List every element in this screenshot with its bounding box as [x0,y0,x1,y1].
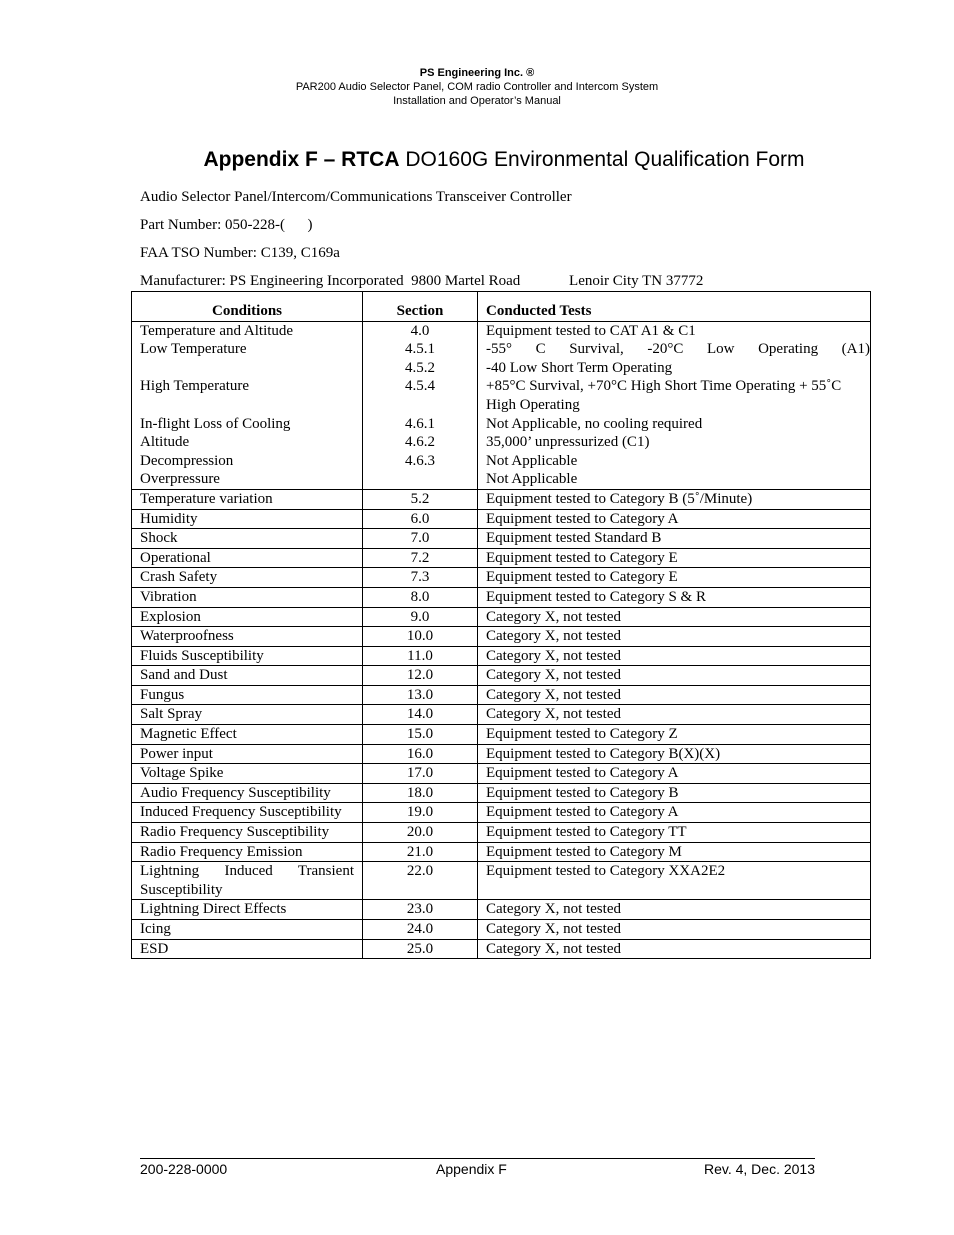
section-cell [363,321,478,489]
block-line: Overpressure [140,471,220,488]
section-cell: 25.0 [363,939,478,959]
block-line: Not Applicable [486,471,578,488]
conditions-cell: Lightning Induced Transient Susceptibility [132,862,363,900]
title-rest: DO160G Environmental Qualification Form [399,148,805,171]
conditions-cell: Salt Spray [132,705,363,725]
section-cell: 22.0 [363,862,478,900]
conditions-cell: ESD [132,939,363,959]
table-row [132,744,871,764]
block-line: Temperature and Altitude [140,322,294,339]
block-line [140,359,354,378]
table-row [132,607,871,627]
section-cell: 16.0 [363,744,478,764]
footer-appendix: Appendix F [436,1161,507,1177]
tests-cell: Equipment tested Standard B [478,529,871,549]
tests-cell: Category X, not tested [478,627,871,647]
conditions-cell: Explosion [132,607,363,627]
block-line: Decompression [140,452,234,469]
table-row [132,627,871,647]
tests-cell: Category X, not tested [478,920,871,940]
block-line: Not Applicable, no cooling required [486,415,703,432]
tests-cell: Equipment tested to Category S & R [478,587,871,607]
conditions-cell: Humidity [132,509,363,529]
tests-cell: Equipment tested to Category A [478,803,871,823]
block-line: 4.5.4 [405,378,435,395]
conditions-cell: Vibration [132,587,363,607]
tests-cell: Equipment tested to Category B [478,783,871,803]
block-line: -55° C Survival, -20°C Low Operating (A1) [486,341,870,358]
table-row [132,666,871,686]
conditions-cell: Radio Frequency Emission [132,842,363,862]
section-cell: 8.0 [363,587,478,607]
block-line: 4.5.1 [405,341,435,358]
table-row [132,764,871,784]
tests-cell: Equipment tested to Category Z [478,725,871,745]
conditions-cell: Shock [132,529,363,549]
tests-cell: Equipment tested to Category XXA2E2 [478,862,871,900]
table-row [132,509,871,529]
conditions-cell: Fluids Susceptibility [132,646,363,666]
table-row-temperature-altitude [132,321,871,489]
block-line: 4.0 [410,322,430,339]
header-conditions: Conditions [132,292,363,322]
conditions-cell [132,321,363,489]
tests-cell: Category X, not tested [478,666,871,686]
section-cell: 20.0 [363,823,478,843]
tests-cell: Equipment tested to Category E [478,548,871,568]
tests-cell: Equipment tested to Category TT [478,823,871,843]
block-line: Altitude [140,434,190,451]
table-row [132,862,871,900]
conditions-cell: Fungus [132,685,363,705]
footer-revision: Rev. 4, Dec. 2013 [703,1161,815,1177]
header-section: Section [363,292,478,322]
tests-cell: Category X, not tested [478,939,871,959]
section-cell: 10.0 [363,627,478,647]
conditions-cell: Magnetic Effect [132,725,363,745]
block-line: Not Applicable [486,452,578,469]
table-row [132,920,871,940]
table-row [132,725,871,745]
section-cell: 13.0 [363,685,478,705]
header-company: PS Engineering Inc. ® [419,67,535,79]
section-cell: 24.0 [363,920,478,940]
tests-cell: Equipment tested to Category A [478,764,871,784]
conditions-cell: Crash Safety [132,568,363,588]
header-product: PAR200 Audio Selector Panel, COM radio Controller and Intercom System [295,81,659,93]
conditions-cell: Operational [132,548,363,568]
tests-cell: Category X, not tested [478,685,871,705]
section-cell: 7.0 [363,529,478,549]
tests-cell [478,321,871,489]
header-conducted-tests: Conducted Tests [478,292,871,322]
section-cell: 9.0 [363,607,478,627]
conditions-cell: Sand and Dust [132,666,363,686]
tso-number: FAA TSO Number: C139, C169a [140,245,340,261]
table-row [132,900,871,920]
conditions-cell: Voltage Spike [132,764,363,784]
block-line: Low Temperature [140,341,247,358]
table-row [132,939,871,959]
table-row [132,646,871,666]
block-line: 4.6.1 [405,415,435,432]
block-line: 35,000’ unpressurized (C1) [486,434,650,451]
block-line: 4.5.2 [405,359,435,376]
block-line: +85°C Survival, +70°C High Short Time Operating + 55˚C [486,378,842,395]
table-row [132,548,871,568]
block-line [363,470,477,489]
tests-cell: Category X, not tested [478,900,871,920]
qualification-table [131,291,871,959]
section-cell: 15.0 [363,725,478,745]
section-cell: 7.2 [363,548,478,568]
table-row [132,842,871,862]
conditions-cell: Icing [132,920,363,940]
footer-doc-number: 200-228-0000 [140,1161,228,1177]
block-line: Equipment tested to CAT A1 & C1 [486,322,696,339]
table-row [132,705,871,725]
tests-cell: Equipment tested to Category E [478,568,871,588]
conditions-cell: Audio Frequency Susceptibility [132,783,363,803]
section-cell: 21.0 [363,842,478,862]
tests-cell: Equipment tested to Category B (5˚/Minute) [478,489,871,509]
section-cell: 18.0 [363,783,478,803]
conditions-cell: Waterproofness [132,627,363,647]
section-cell: 7.3 [363,568,478,588]
title-bold: Appendix F – RTCA [203,148,400,171]
tests-cell: Equipment tested to Category M [478,842,871,862]
table-row [132,587,871,607]
block-line: 4.6.3 [405,452,435,469]
tests-cell: Equipment tested to Category B(X)(X) [478,744,871,764]
conditions-cell: Temperature variation [132,489,363,509]
part-number: Part Number: 050-228-( ) [140,217,313,233]
page-title [0,146,954,174]
block-line: -40 Low Short Term Operating [486,359,673,376]
table-row [132,568,871,588]
section-cell: 5.2 [363,489,478,509]
section-cell: 23.0 [363,900,478,920]
conditions-cell: Lightning Direct Effects [132,900,363,920]
conditions-cell: Induced Frequency Susceptibility [132,803,363,823]
tests-cell: Equipment tested to Category A [478,509,871,529]
conditions-cell: Radio Frequency Susceptibility [132,823,363,843]
page-footer [140,1158,815,1177]
block-line: 4.6.2 [405,434,435,451]
conditions-cell: Power input [132,744,363,764]
tests-cell: Category X, not tested [478,646,871,666]
table-row [132,803,871,823]
tests-cell: Category X, not tested [478,705,871,725]
section-cell: 17.0 [363,764,478,784]
header-manual: Installation and Operator’s Manual [393,95,561,107]
table-row [132,489,871,509]
section-cell: 11.0 [363,646,478,666]
table-row [132,823,871,843]
block-line: High Temperature [140,378,250,395]
section-cell: 12.0 [363,666,478,686]
table-row [132,685,871,705]
section-cell: 6.0 [363,509,478,529]
section-cell: 14.0 [363,705,478,725]
table-row [132,529,871,549]
block-line: In-flight Loss of Cooling [140,415,291,432]
block-line: High Operating [486,396,580,413]
section-cell: 19.0 [363,803,478,823]
tests-cell: Category X, not tested [478,607,871,627]
manufacturer: Manufacturer: PS Engineering Incorporated 9800 Martel Road Lenoir City TN 37772 [140,273,704,289]
table-row [132,783,871,803]
block-line [140,396,354,415]
equipment-description: Audio Selector Panel/Intercom/Communications Transceiver Controller [140,189,572,205]
table-header-row [132,292,871,322]
block-line [363,396,477,415]
